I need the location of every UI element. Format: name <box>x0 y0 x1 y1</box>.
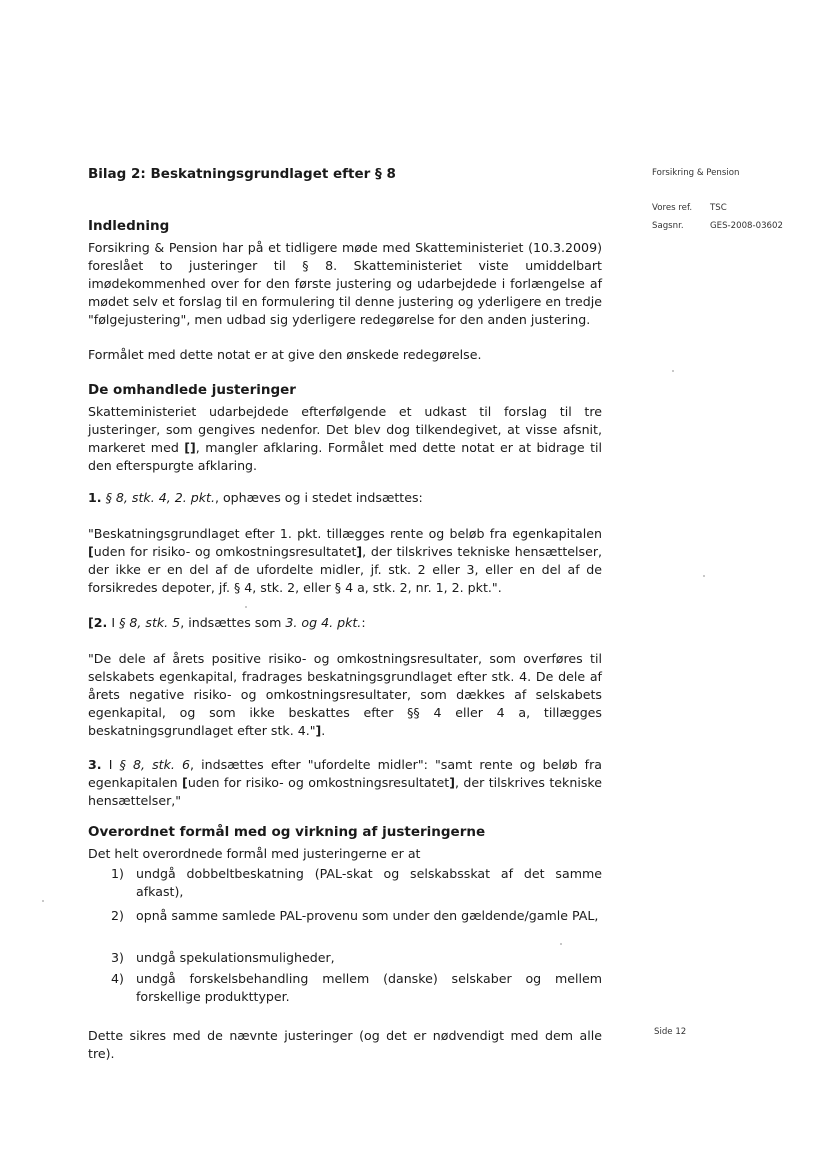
reference-label: Vores ref. <box>652 203 693 213</box>
intro-purpose-paragraph: Formålet med dette notat er at give den ønskede redegørelse. <box>88 347 482 362</box>
scan-speck <box>703 575 705 577</box>
scan-speck <box>560 943 562 945</box>
adjustment-2-heading: [2. I § 8, stk. 5, indsættes som 3. og 4. pkt.: <box>88 615 366 630</box>
org-name: Forsikring & Pension <box>652 168 740 178</box>
adjustment-3-paragraph: 3. I § 8, stk. 6, indsættes efter "ufordelte midler": "samt rente og beløb fra egenkapitalen [uden for risiko- og omkostningsresultatet], der tilskrives tekniske hensættelser," <box>88 757 602 808</box>
document-title: Bilag 2: Beskatningsgrundlaget efter § 8 <box>88 166 396 182</box>
scan-speck <box>672 370 674 372</box>
list-item-text: undgå spekulationsmuligheder, <box>136 950 335 965</box>
purpose-intro: Det helt overordnede formål med justeringerne er at <box>88 846 421 861</box>
list-item-number: 1) <box>111 866 124 881</box>
adjustment-2-quote: "De dele af årets positive risiko- og omkostningsresultater, som overføres til selskabets egenkapital, fradrages beskatningsgrundlaget efter stk. 4. De dele af årets negative risiko- og omkostningsresultater, som dækkes af selskabets egenkapital, og som ikke beskattes efter §§ 4 eller 4 a, tillægges beskatningsgrundlaget efter stk. 4."]. <box>88 651 602 738</box>
list-item-number: 3) <box>111 950 124 965</box>
list-item-text: undgå dobbeltbeskatning (PAL-skat og selskabsskat af det samme afkast), <box>136 866 602 899</box>
adjustments-paragraph: Skatteministeriet udarbejdede efterfølgende et udkast til forslag til tre justeringer, som gengives nedenfor. Det blev dog tilkendegivet, at visse afsnit, markeret med [], mangler afklaring. Formålet med dette notat er at bidrage til den efterspurgte afklaring. <box>88 404 603 473</box>
intro-heading: Indledning <box>88 218 170 234</box>
adjustment-1-quote: "Beskatningsgrundlaget efter 1. pkt. tillægges rente og beløb fra egenkapitalen [uden for risiko- og omkostningsresultatet], der tilskrives tekniske hensættelser, der ikke er en del af de ufordelte midler, jf. stk. 2 eller 3, eller en del af de forsikredes depoter, jf. § 4, stk. 2, eller § 4 a, stk. 2, nr. 1, 2. pkt.". <box>88 526 602 595</box>
scan-speck <box>245 606 247 608</box>
case-number-value: GES-2008-03602 <box>710 221 783 231</box>
case-number-label: Sagsnr. <box>652 221 684 231</box>
list-item-number: 2) <box>111 908 124 923</box>
scan-speck <box>42 900 44 902</box>
adjustment-1-heading: 1. § 8, stk. 4, 2. pkt., ophæves og i stedet indsættes: <box>88 490 423 505</box>
page-number: Side 12 <box>654 1027 687 1037</box>
intro-paragraph: Forsikring & Pension har på et tidligere møde med Skatteministeriet (10.3.2009) foreslået to justeringer til § 8. Skatteministeriet viste umiddelbart imødekommenhed over for den første justering og udarbejdede i forlængelse af mødet selv et forslag til en formulering til denne justering og yderligere en tredje "følgejustering", men udbad sig yderligere redegørelse for den anden justering. <box>88 240 602 327</box>
purpose-heading: Overordnet formål med og virkning af justeringerne <box>88 824 486 840</box>
adjustments-heading: De omhandlede justeringer <box>88 382 296 398</box>
list-item-number: 4) <box>111 971 124 986</box>
closing-paragraph: Dette sikres med de nævnte justeringer (og det er nødvendigt med dem alle tre). <box>88 1028 602 1061</box>
reference-value: TSC <box>710 203 727 213</box>
list-item-text: undgå forskelsbehandling mellem (danske) selskaber og mellem forskellige produkttyper. <box>136 971 602 1004</box>
list-item-text: opnå samme samlede PAL-provenu som under den gældende/gamle PAL, <box>136 908 599 923</box>
